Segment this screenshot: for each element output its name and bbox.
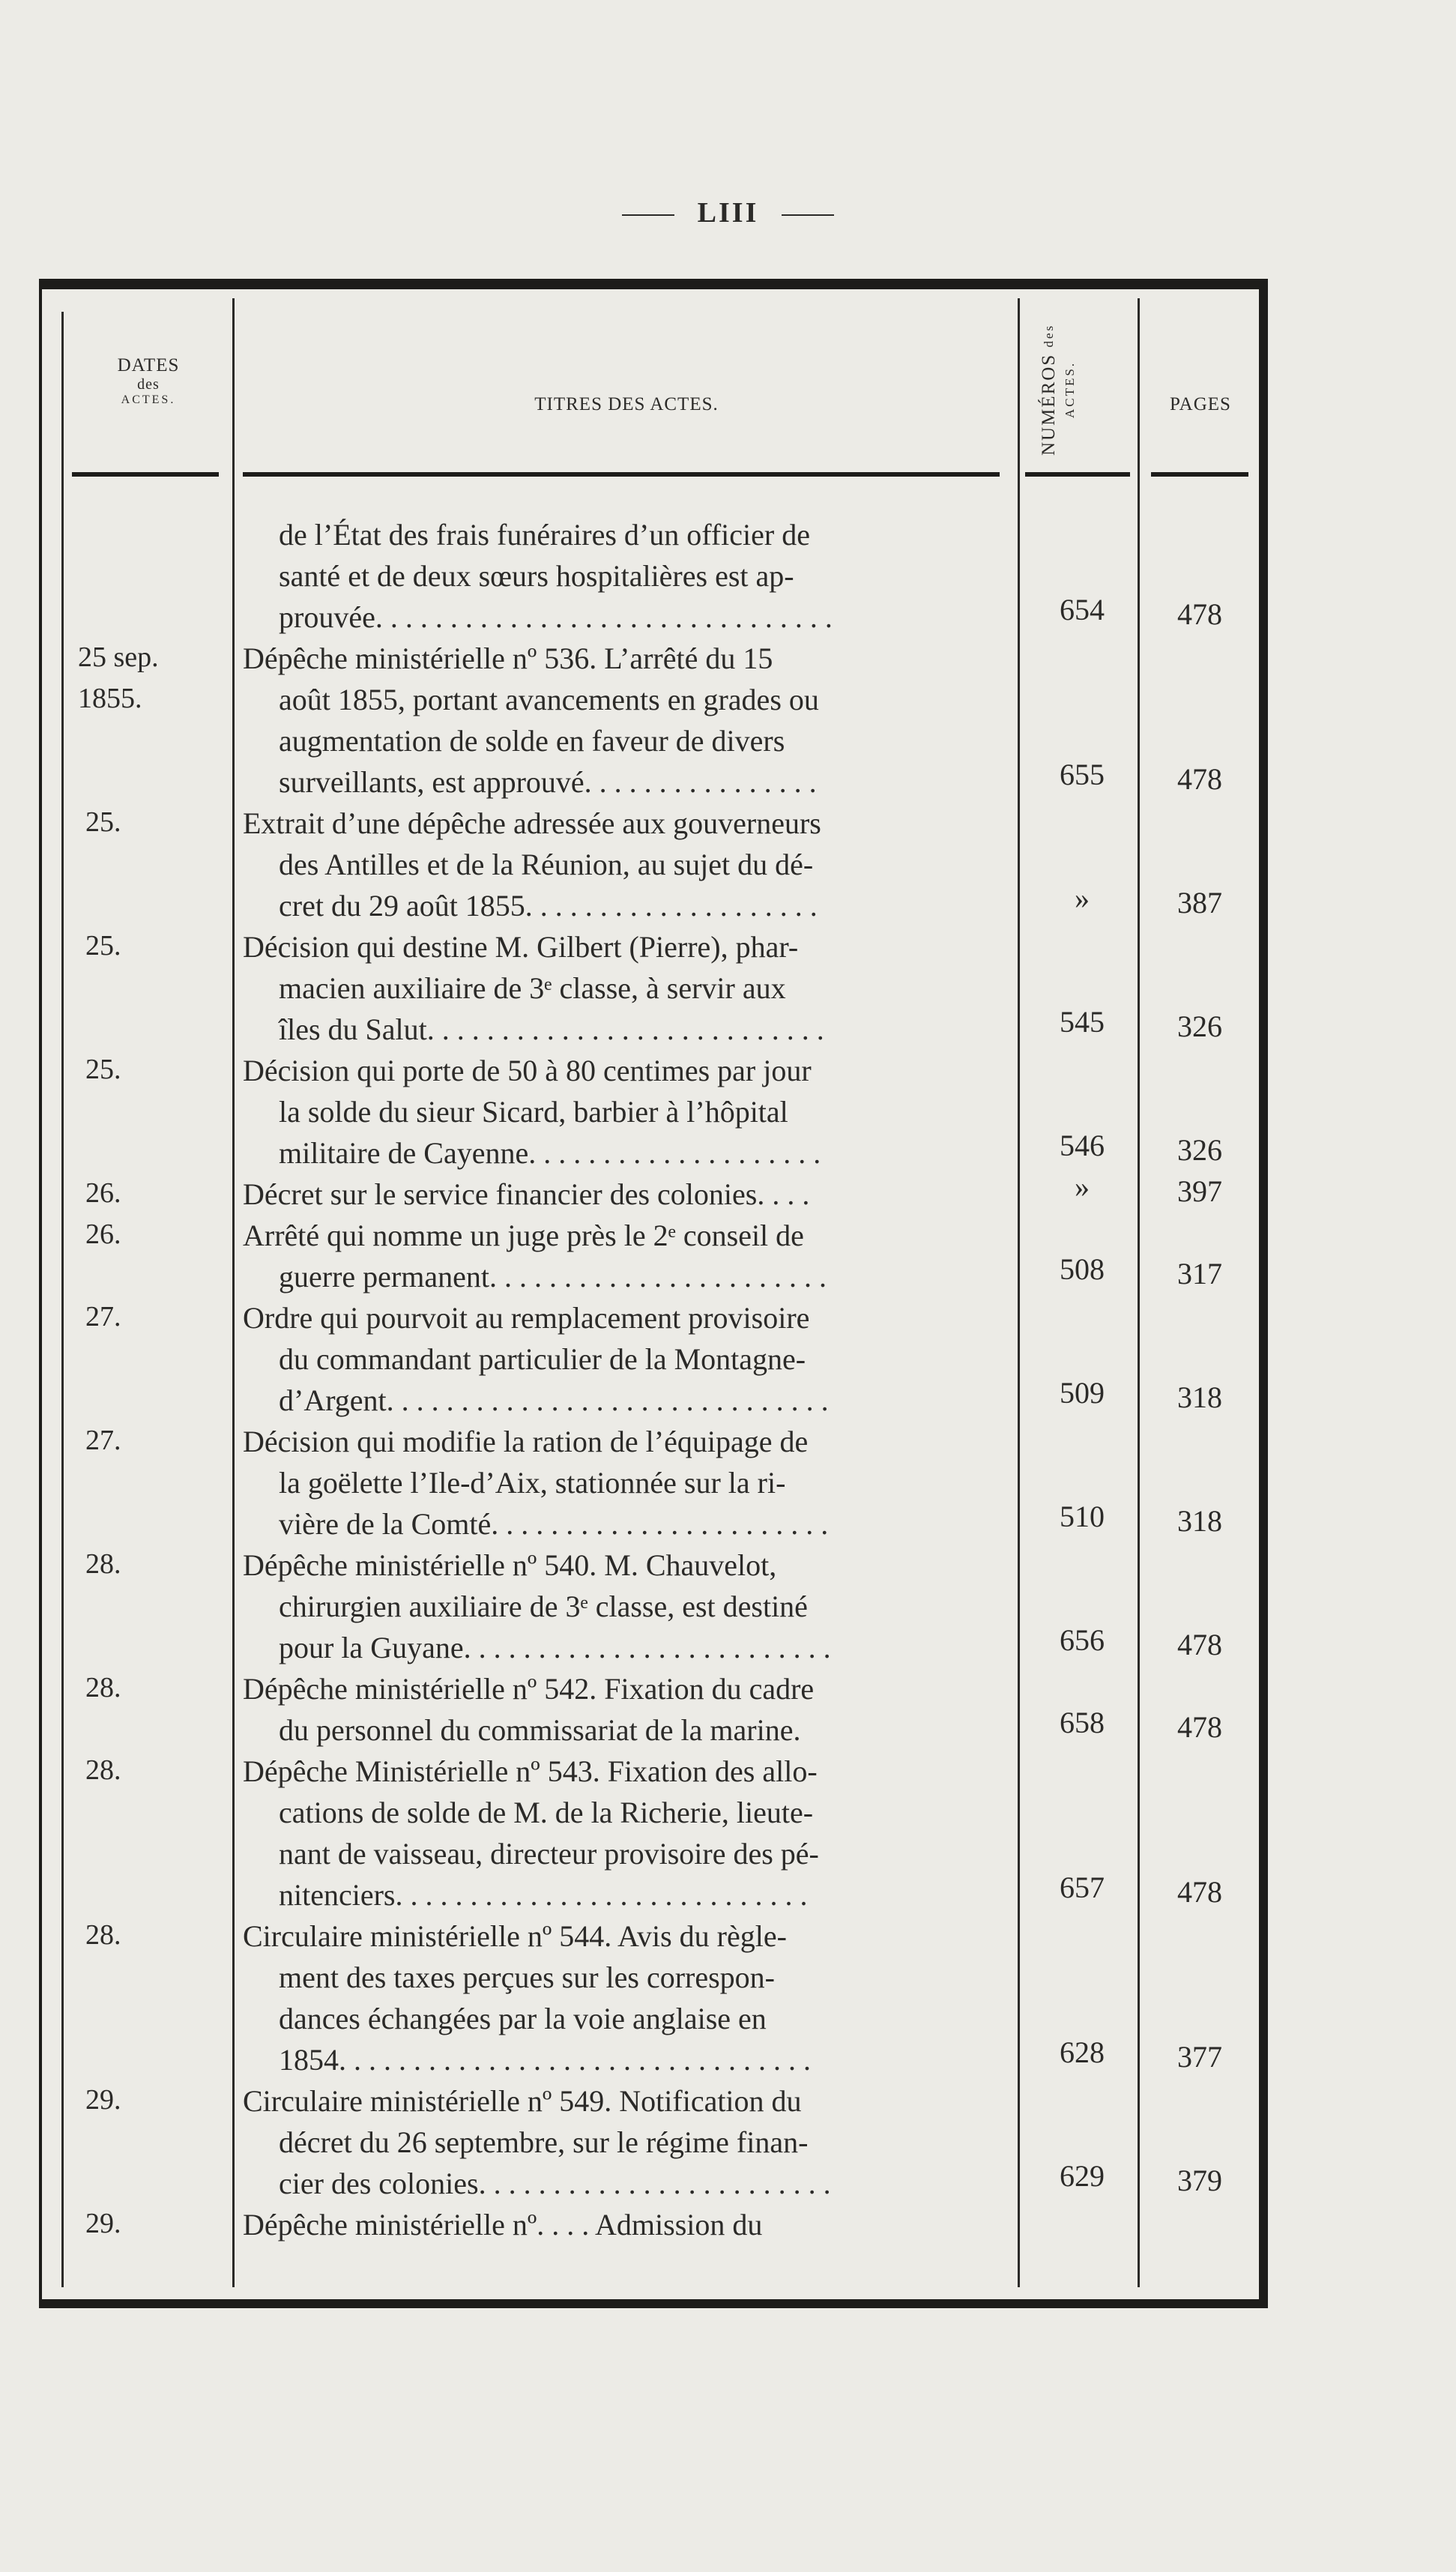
act-date: 26.: [85, 1219, 121, 1250]
act-date: 26.: [85, 1177, 121, 1209]
numeros-header-line3: ACTES.: [1063, 360, 1077, 419]
act-number: 509: [1060, 1376, 1105, 1410]
header-dash-right: [782, 214, 834, 216]
title-line: août 1855, portant avancements en grades ou: [279, 683, 819, 716]
act-page: 379: [1177, 2164, 1222, 2197]
act-date: 27.: [85, 1301, 121, 1332]
dates-header-line2: des: [137, 376, 160, 393]
title-line: nant de vaisseau, directeur provisoire des pé-: [279, 1837, 819, 1871]
act-page: 397: [1177, 1174, 1222, 1208]
header-dash-left: [622, 214, 674, 216]
title-line: Décision qui destine M. Gilbert (Pierre), phar-: [243, 930, 799, 964]
title-line: macien auxiliaire de 3ᵉ classe, à servir aux: [279, 971, 786, 1005]
column-header-numeros: [1039, 315, 1114, 465]
pages-header-label: PAGES: [1170, 394, 1231, 414]
title-line: dances échangées par la voie anglaise en: [279, 2002, 767, 2035]
title-line: de l’État des frais funéraires d’un officier de: [279, 518, 810, 552]
act-date: 25 sep.: [78, 642, 159, 673]
title-line: Dépêche ministérielle nº 536. L’arrêté du 15: [243, 642, 773, 675]
act-date: 28.: [85, 1754, 121, 1786]
title-line: Circulaire ministérielle nº 544. Avis du règle-: [243, 1919, 787, 1953]
title-line: Circulaire ministérielle nº 549. Notification du: [243, 2084, 802, 2118]
title-line: santé et de deux sœurs hospitalières est ap-: [279, 559, 794, 593]
title-line: cations de solde de M. de la Richerie, lieute-: [279, 1796, 814, 1829]
title-line: Décret sur le service financier des colonies. . . .: [243, 1177, 810, 1211]
page-number: LIII: [697, 197, 759, 229]
title-line: augmentation de solde en faveur de divers: [279, 724, 785, 758]
title-line: Ordre qui pourvoit au remplacement provisoire: [243, 1301, 810, 1335]
act-number: 656: [1060, 1623, 1105, 1657]
title-line: nitenciers. . . . . . . . . . . . . . . . . . . . . . . . . . . .: [279, 1878, 808, 1912]
page-header: [0, 196, 1456, 229]
title-line: d’Argent. . . . . . . . . . . . . . . . . . . . . . . . . . . . . .: [279, 1383, 829, 1417]
column-divider-titles: [1018, 298, 1020, 2287]
title-line: cier des colonies. . . . . . . . . . . . . . . . . . . . . . . .: [279, 2167, 831, 2200]
title-line: prouvée. . . . . . . . . . . . . . . . . . . . . . . . . . . . . . .: [279, 600, 833, 634]
title-line: Dépêche ministérielle nº 542. Fixation du cadre: [243, 1672, 815, 1706]
title-line: du commandant particulier de la Montagne-: [279, 1342, 806, 1376]
act-page: 326: [1177, 1009, 1222, 1043]
title-line: îles du Salut. . . . . . . . . . . . . . . . . . . . . . . . . . .: [279, 1012, 824, 1046]
act-number: 655: [1060, 758, 1105, 791]
act-date: 29.: [85, 2208, 121, 2239]
title-line: Extrait d’une dépêche adressée aux gouverneurs: [243, 806, 821, 840]
act-date: 29.: [85, 2084, 121, 2116]
title-line: Décision qui porte de 50 à 80 centimes par jour: [243, 1054, 812, 1087]
title-line: décret du 26 septembre, sur le régime finan-: [279, 2125, 809, 2159]
act-date: 25.: [85, 806, 121, 838]
header-rule-titles: [243, 472, 1000, 477]
act-date: 1855.: [78, 683, 142, 714]
title-line: surveillants, est approuvé. . . . . . . . . . . . . . . .: [279, 765, 817, 799]
act-number: 658: [1060, 1706, 1105, 1739]
act-page: 478: [1177, 1628, 1222, 1661]
act-number: 546: [1060, 1129, 1105, 1162]
header-rule-dates: [72, 472, 219, 477]
title-line: la goëlette l’Ile-d’Aix, stationnée sur la ri-: [279, 1466, 786, 1500]
dates-header-line3: ACTES.: [121, 393, 176, 406]
act-date: 25.: [85, 930, 121, 962]
act-page: 478: [1177, 1875, 1222, 1909]
title-line: ment des taxes perçues sur les correspon-: [279, 1960, 775, 1994]
title-line: Dépêche ministérielle nº 540. M. Chauvelot,: [243, 1548, 777, 1582]
act-date: 28.: [85, 1919, 121, 1951]
header-rule-pages: [1151, 472, 1248, 477]
title-line: du personnel du commissariat de la marine.: [279, 1713, 801, 1747]
act-number: »: [1075, 881, 1090, 915]
numeros-header-line1: NUMÉROS: [1039, 353, 1059, 456]
act-page: 318: [1177, 1380, 1222, 1414]
act-number: 654: [1060, 593, 1105, 627]
title-line: cret du 29 août 1855. . . . . . . . . . . . . . . . . . . .: [279, 889, 818, 923]
title-line: vière de la Comté. . . . . . . . . . . . . . . . . . . . . . .: [279, 1507, 829, 1541]
column-header-dates: [64, 310, 232, 528]
act-date: 28.: [85, 1548, 121, 1580]
act-page: 478: [1177, 1710, 1222, 1744]
title-line: Décision qui modifie la ration de l’équipage de: [243, 1425, 809, 1458]
act-number: 545: [1060, 1005, 1105, 1039]
column-divider-dates: [232, 298, 235, 2287]
act-date: 28.: [85, 1672, 121, 1703]
act-number: 628: [1060, 2035, 1105, 2069]
title-line: Dépêche Ministérielle nº 543. Fixation des allo-: [243, 1754, 818, 1788]
act-page: 317: [1177, 1257, 1222, 1290]
table-inner-border: [61, 312, 64, 2287]
header-rule-numeros: [1025, 472, 1130, 477]
title-line: Dépêche ministérielle nº. . . . Admission du: [243, 2208, 763, 2242]
act-page: 377: [1177, 2040, 1222, 2074]
act-number: 510: [1060, 1500, 1105, 1533]
act-page: 387: [1177, 886, 1222, 920]
act-page: 478: [1177, 762, 1222, 796]
acts-table: [39, 279, 1268, 2308]
act-page: 326: [1177, 1133, 1222, 1167]
act-date: 27.: [85, 1425, 121, 1456]
title-line: des Antilles et de la Réunion, au sujet du dé-: [279, 848, 814, 881]
column-header-pages: [1141, 310, 1260, 567]
title-line: Arrêté qui nomme un juge près le 2ᵉ conseil de: [243, 1219, 804, 1252]
numeros-header-line2: des: [1042, 323, 1056, 348]
title-line: guerre permanent. . . . . . . . . . . . . . . . . . . . . . .: [279, 1260, 827, 1293]
act-number: 508: [1060, 1252, 1105, 1286]
title-line: pour la Guyane. . . . . . . . . . . . . . . . . . . . . . . . .: [279, 1631, 831, 1664]
title-line: militaire de Cayenne. . . . . . . . . . . . . . . . . . . .: [279, 1136, 821, 1170]
title-line: chirurgien auxiliaire de 3ᵉ classe, est destiné: [279, 1590, 808, 1623]
act-number: 657: [1060, 1871, 1105, 1904]
title-line: 1854. . . . . . . . . . . . . . . . . . . . . . . . . . . . . . . .: [279, 2043, 811, 2077]
act-date: 25.: [85, 1054, 121, 1085]
dates-header-line1: DATES: [117, 355, 180, 375]
act-page: 478: [1177, 597, 1222, 631]
act-number: »: [1075, 1170, 1090, 1204]
title-line: la solde du sieur Sicard, barbier à l’hôpital: [279, 1095, 788, 1129]
titles-header-label: TITRES DES ACTES.: [534, 394, 719, 414]
act-page: 318: [1177, 1504, 1222, 1538]
act-number: 629: [1060, 2159, 1105, 2193]
